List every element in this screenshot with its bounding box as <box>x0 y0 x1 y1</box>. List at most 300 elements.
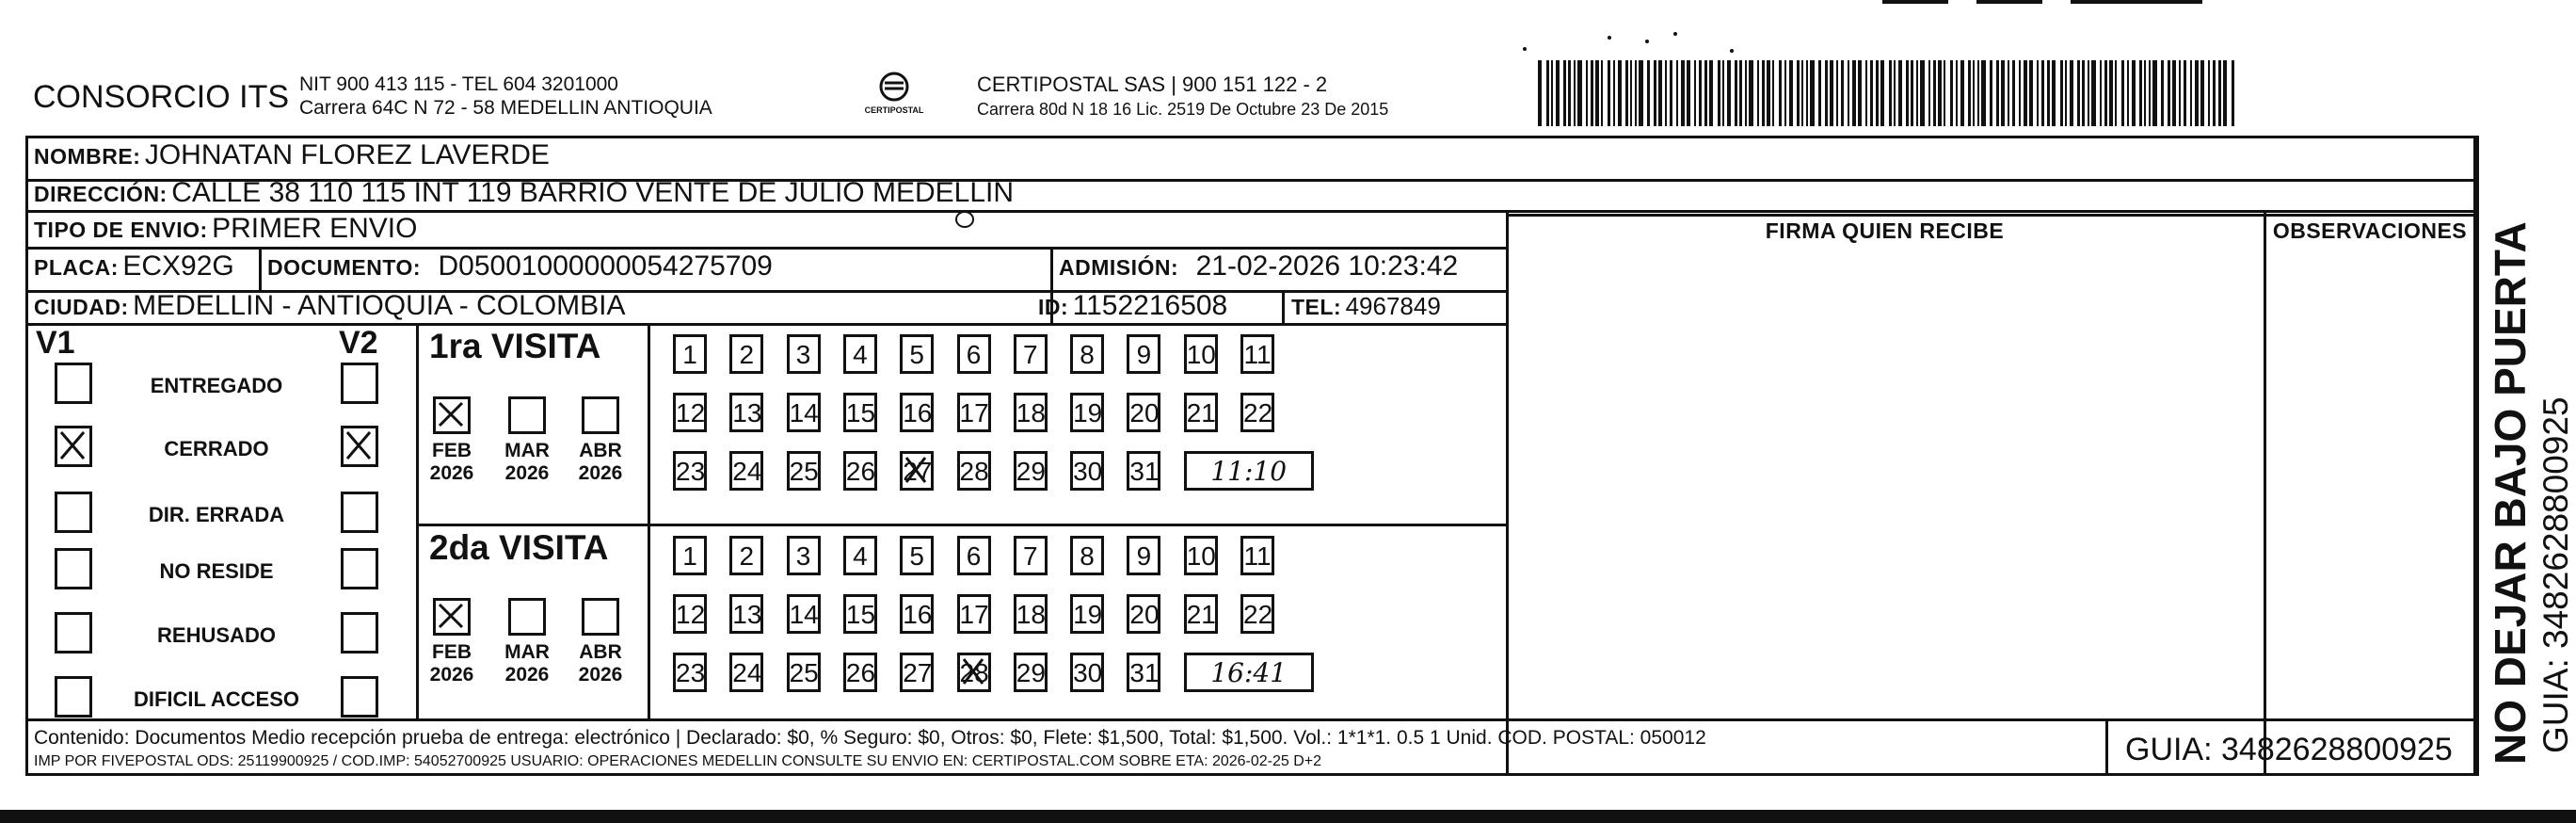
certipostal-line2: Carrera 80d N 18 16 Lic. 2519 De Octubre 23 De 2015 <box>977 100 1389 119</box>
day-box[interactable] <box>1014 536 1048 575</box>
barcode-bar <box>2218 60 2221 126</box>
month-year: 2026 <box>504 664 550 686</box>
top-edge-mark <box>1976 0 2042 4</box>
day-number: 7 <box>1023 340 1038 369</box>
day-number: 22 <box>1243 398 1273 428</box>
barcode-bar <box>1608 60 1610 126</box>
top-edge-mark <box>1882 0 1948 4</box>
month-name: FEB <box>432 641 472 663</box>
day-number: 9 <box>1136 340 1152 369</box>
barcode-bar <box>2012 60 2015 126</box>
barcode-bar <box>1841 60 1844 126</box>
day-box[interactable] <box>787 653 821 692</box>
v2-checkbox[interactable] <box>341 548 378 589</box>
day-box[interactable] <box>1014 334 1048 374</box>
day-number: 25 <box>789 658 819 687</box>
day-box[interactable] <box>900 594 934 634</box>
month-name: FEB <box>432 440 472 461</box>
month-checkbox[interactable] <box>582 396 619 434</box>
day-number: 14 <box>789 398 819 428</box>
bottom-bar <box>0 810 2576 823</box>
documento-value: D05001000000054275709 <box>438 250 773 282</box>
day-number: 15 <box>845 600 876 629</box>
day-number: 25 <box>789 457 819 486</box>
barcode-bar <box>1551 60 1553 126</box>
barcode-bar <box>1977 60 1979 126</box>
v1-checkbox[interactable] <box>55 612 92 654</box>
small-circle-mark <box>955 211 974 228</box>
observaciones-label: OBSERVACIONES <box>2272 218 2468 243</box>
barcode-bar <box>1739 60 1742 126</box>
day-box[interactable] <box>1127 393 1160 432</box>
visit-title: 2da VISITA <box>429 528 609 567</box>
day-number: 3 <box>795 340 811 369</box>
barcode-bar <box>2065 60 2067 126</box>
barcode-bar <box>1830 60 1833 126</box>
barcode-bar <box>2121 60 2124 126</box>
day-box[interactable] <box>729 594 763 634</box>
day-number: 28 <box>959 457 989 486</box>
day-number: 16 <box>903 600 933 629</box>
barcode-bar <box>1772 60 1774 126</box>
day-box[interactable] <box>957 653 991 692</box>
tel-row <box>1291 292 1441 321</box>
barcode-bar <box>2208 60 2210 126</box>
barcode-bar <box>2091 60 2096 126</box>
day-number: 12 <box>676 398 706 428</box>
barcode-bar <box>2168 60 2170 126</box>
day-box[interactable] <box>1070 536 1104 575</box>
barcode-bar <box>1973 60 1975 126</box>
day-box[interactable] <box>900 653 934 692</box>
day-number: 31 <box>1129 658 1160 687</box>
v2-checkbox[interactable] <box>341 612 378 654</box>
day-box[interactable] <box>1184 536 1218 575</box>
ciudad-label: CIUDAD: <box>34 295 129 319</box>
barcode-bar <box>1825 60 1828 126</box>
barcode-bar <box>2144 60 2146 126</box>
v2-checkbox[interactable] <box>341 363 378 404</box>
placa-row <box>34 250 234 282</box>
day-box[interactable] <box>1127 536 1160 575</box>
barcode-bar <box>1894 60 1896 126</box>
barcode-bar <box>1722 60 1724 126</box>
barcode-specks <box>1506 30 1788 58</box>
barcode-bar <box>1933 60 1936 126</box>
barcode-bar <box>2195 60 2199 126</box>
day-number: 2 <box>739 541 755 571</box>
day-number: 4 <box>853 340 868 369</box>
day-box[interactable] <box>729 334 763 374</box>
day-number: 20 <box>1129 600 1160 629</box>
day-number: 26 <box>845 457 876 486</box>
day-box[interactable] <box>1184 594 1218 634</box>
barcode-bar <box>2008 60 2009 126</box>
day-number: 17 <box>959 600 989 629</box>
day-box[interactable] <box>729 536 763 575</box>
barcode-bar <box>1865 60 1867 126</box>
barcode-bar <box>1938 60 1942 126</box>
day-box[interactable] <box>1240 536 1274 575</box>
barcode-bar <box>2019 60 2021 126</box>
day-box[interactable] <box>1070 393 1104 432</box>
company-address: Carrera 64C N 72 - 58 MEDELLIN ANTIOQUIA <box>299 97 712 119</box>
footer-line2: IMP POR FIVEPOSTAL ODS: 25119900925 / COD.IMP: 54052700925 USUARIO: OPERACIONES MEDELLIN CONSULTE SU ENVIO EN: CERTIPOSTAL.COM SOBRE ETA: 2026-02-25 D+2 <box>34 753 1322 769</box>
barcode-bar <box>1699 60 1702 126</box>
barcode-bar <box>2029 60 2033 126</box>
day-number: 1 <box>682 340 697 369</box>
x-mark-icon <box>436 601 468 633</box>
tipo-row <box>34 213 417 245</box>
barcode-bar <box>2149 60 2151 126</box>
day-number: 23 <box>676 457 706 486</box>
x-mark-icon <box>960 655 988 689</box>
barcode-bar <box>1920 60 1925 126</box>
barcode-bar <box>1960 60 1964 126</box>
barcode-bar <box>1944 60 1945 126</box>
month-checkbox[interactable] <box>433 396 471 434</box>
certipostal-logo <box>856 68 932 124</box>
month-checkbox[interactable] <box>508 598 546 636</box>
month-label <box>420 440 484 485</box>
day-box[interactable] <box>843 393 877 432</box>
day-box[interactable] <box>843 334 877 374</box>
day-box[interactable] <box>957 451 991 491</box>
day-box[interactable] <box>673 393 707 432</box>
day-box[interactable] <box>843 536 877 575</box>
day-number: 21 <box>1186 600 1216 629</box>
nombre-label: NOMBRE: <box>34 144 141 169</box>
admision-label: ADMISIÓN: <box>1059 255 1179 280</box>
day-box[interactable] <box>900 451 934 491</box>
day-box[interactable] <box>1184 334 1218 374</box>
barcode-bar <box>2223 60 2227 126</box>
day-box[interactable] <box>957 594 991 634</box>
barcode-bar <box>1577 60 1582 126</box>
direccion-row <box>34 177 1014 209</box>
month-label <box>495 641 559 686</box>
company-nit: NIT 900 413 115 - TEL 604 3201000 <box>299 73 618 95</box>
logo-text: CERTIPOSTAL <box>864 105 924 115</box>
day-box[interactable] <box>843 594 877 634</box>
barcode-bar <box>2115 60 2117 126</box>
barcode-bar <box>1749 60 1753 126</box>
day-number: 28 <box>959 658 989 687</box>
status-label: REHUSADO <box>157 623 276 647</box>
barcode-bar <box>1595 60 1599 126</box>
direccion-value: CALLE 38 110 115 INT 119 BARRIO VENTE DE JULIO MEDELLIN <box>171 177 1015 208</box>
tipo-value: PRIMER ENVIO <box>212 213 418 244</box>
barcode-bar <box>1618 60 1622 126</box>
day-box[interactable] <box>787 451 821 491</box>
v1-checkbox[interactable] <box>55 492 92 533</box>
barcode-bar <box>1916 60 1918 126</box>
day-box[interactable] <box>1070 594 1104 634</box>
barcode-bar <box>1647 60 1650 126</box>
day-number: 16 <box>903 398 933 428</box>
month-year: 2026 <box>578 462 623 484</box>
day-box[interactable] <box>1014 451 1048 491</box>
barcode-bar <box>1852 60 1856 126</box>
day-box[interactable] <box>729 451 763 491</box>
handwritten-time: 11:10 <box>1210 456 1288 487</box>
barcode-bar <box>1687 60 1690 126</box>
barcode-bar <box>1848 60 1849 126</box>
barcode-bar <box>1676 60 1678 126</box>
admision-row <box>1059 250 1458 282</box>
barcode-bar <box>1810 60 1815 126</box>
day-number: 21 <box>1186 398 1216 428</box>
day-box[interactable] <box>1240 594 1274 634</box>
day-box[interactable] <box>843 451 877 491</box>
v1-checkbox[interactable] <box>55 676 92 718</box>
day-box[interactable] <box>1070 451 1104 491</box>
month-name: MAR <box>504 440 550 461</box>
time-box[interactable] <box>1184 653 1314 692</box>
status-label: DIFICIL ACCESO <box>133 687 299 711</box>
barcode-bar <box>1654 60 1656 126</box>
barcode-bar <box>1911 60 1913 126</box>
day-number: 19 <box>1073 398 1103 428</box>
barcode-bar <box>2172 60 2176 126</box>
day-number: 2 <box>739 340 755 369</box>
day-number: 4 <box>853 541 868 571</box>
barcode-bar <box>1757 60 1759 126</box>
day-box[interactable] <box>957 393 991 432</box>
month-label <box>568 440 632 485</box>
x-mark-icon <box>436 399 468 431</box>
barcode-bar <box>1735 60 1737 126</box>
ciudad-value: MEDELLIN - ANTIOQUIA - COLOMBIA <box>133 290 626 321</box>
barcode-bar <box>1968 60 1971 126</box>
barcode-bar <box>2082 60 2085 126</box>
barcode-bar <box>1625 60 1628 126</box>
month-year: 2026 <box>429 664 474 686</box>
day-box[interactable] <box>1014 594 1048 634</box>
month-name: MAR <box>504 641 550 663</box>
barcode-bar <box>2109 60 2113 126</box>
barcode-bar <box>2184 60 2186 126</box>
day-box[interactable] <box>673 536 707 575</box>
barcode-bar <box>1889 60 1892 126</box>
observaciones-area[interactable] <box>2266 247 2473 718</box>
day-number: 3 <box>795 541 811 571</box>
day-box[interactable] <box>787 536 821 575</box>
day-box[interactable] <box>957 536 991 575</box>
firma-area[interactable] <box>1509 247 2264 718</box>
month-checkbox[interactable] <box>508 396 546 434</box>
v1-checkbox[interactable] <box>55 363 92 404</box>
day-box[interactable] <box>1014 393 1048 432</box>
day-box[interactable] <box>673 334 707 374</box>
day-number: 30 <box>1073 658 1103 687</box>
barcode-bar <box>1670 60 1672 126</box>
barcode-bar <box>2024 60 2027 126</box>
admision-value: 21-02-2026 10:23:42 <box>1195 250 1459 282</box>
placa-label: PLACA: <box>34 255 119 280</box>
barcode-bar <box>1727 60 1731 126</box>
barcode-bar <box>1797 60 1800 126</box>
day-box[interactable] <box>843 653 877 692</box>
barcode-bar <box>1956 60 1958 126</box>
id-row <box>1038 290 1227 322</box>
day-box[interactable] <box>729 393 763 432</box>
day-number: 18 <box>1016 398 1046 428</box>
day-number: 6 <box>966 541 982 571</box>
barcode-bar <box>1990 60 1992 126</box>
barcode-bar <box>2052 60 2056 126</box>
barcode-bar <box>2088 60 2089 126</box>
day-box[interactable] <box>673 653 707 692</box>
day-box[interactable] <box>673 594 707 634</box>
day-number: 8 <box>1080 541 1095 571</box>
day-box[interactable] <box>1240 393 1274 432</box>
barcode-bar <box>1745 60 1747 126</box>
day-number: 27 <box>903 658 933 687</box>
barcode-bar <box>1779 60 1782 126</box>
month-checkbox[interactable] <box>582 598 619 636</box>
v2-heading: V2 <box>339 325 378 361</box>
v1-checkbox[interactable] <box>55 426 92 467</box>
side-warning: NO DEJAR BAJO PUERTA <box>2486 221 2535 765</box>
barcode-bar <box>2139 60 2142 126</box>
barcode-bar <box>2041 60 2044 126</box>
documento-label: DOCUMENTO: <box>267 255 422 280</box>
barcode-bar <box>1870 60 1873 126</box>
barcode-bar <box>1613 60 1615 126</box>
barcode-bar <box>1784 60 1786 126</box>
barcode-bar <box>1818 60 1821 126</box>
barcode-bar <box>2232 60 2234 126</box>
x-mark-icon <box>903 454 931 488</box>
day-number: 5 <box>909 340 924 369</box>
day-box[interactable] <box>673 451 707 491</box>
v2-checkbox[interactable] <box>341 426 378 467</box>
barcode-bar <box>1718 60 1720 126</box>
side-guia: GUIA: 3482628800925 <box>2536 396 2575 753</box>
footer-guia: GUIA: 3482628800925 <box>2125 732 2453 767</box>
day-number: 13 <box>732 398 762 428</box>
day-box[interactable] <box>900 393 934 432</box>
v2-checkbox[interactable] <box>341 676 378 718</box>
day-number: 11 <box>1243 340 1272 369</box>
barcode-bar <box>2060 60 2063 126</box>
barcode-bar <box>1996 60 1999 126</box>
month-checkbox[interactable] <box>433 598 471 636</box>
day-box[interactable] <box>1070 334 1104 374</box>
nombre-row <box>34 139 550 171</box>
month-name: ABR <box>579 440 622 461</box>
day-box[interactable] <box>787 334 821 374</box>
barcode-bar <box>1568 60 1571 126</box>
nombre-value: JOHNATAN FLOREZ LAVERDE <box>144 139 550 170</box>
month-label <box>495 440 559 485</box>
visit-title: 1ra VISITA <box>429 327 601 365</box>
barcode-bar <box>1556 60 1560 126</box>
day-number: 29 <box>1016 457 1046 486</box>
barcode-bar <box>1563 60 1566 126</box>
day-box[interactable] <box>1127 334 1160 374</box>
day-number: 10 <box>1186 541 1216 571</box>
barcode-bar <box>1681 60 1685 126</box>
barcode-bar <box>1665 60 1667 126</box>
firma-label: FIRMA QUIEN RECIBE <box>1765 218 2005 243</box>
v2-checkbox[interactable] <box>341 492 378 533</box>
barcode-bar <box>1898 60 1902 126</box>
month-year: 2026 <box>504 462 550 484</box>
day-box[interactable] <box>1127 594 1160 634</box>
day-number: 7 <box>1023 541 1038 571</box>
barcode-bar <box>1639 60 1643 126</box>
direccion-label: DIRECCIÓN: <box>34 182 168 206</box>
day-number: 17 <box>959 398 989 428</box>
footer-line1: Contenido: Documentos Medio recepción prueba de entrega: electrónico | Declarado: $0, % Seguro: $0, Otros: $0, Flete: $1,500, Total: $1,500. Vol.: 1*1*1. 0.5 1 Unid. COD. POSTAL: 050012 <box>34 727 1706 749</box>
day-number: 10 <box>1186 340 1216 369</box>
day-number: 30 <box>1073 457 1103 486</box>
day-number: 29 <box>1016 658 1046 687</box>
certipostal-line1: CERTIPOSTAL SAS | 900 151 122 - 2 <box>977 73 1328 96</box>
time-box[interactable] <box>1184 451 1314 491</box>
status-label: ENTREGADO <box>150 374 283 397</box>
barcode-bar <box>2190 60 2192 126</box>
day-box[interactable] <box>729 653 763 692</box>
v1-checkbox[interactable] <box>55 548 92 589</box>
id-label: ID: <box>1038 295 1069 319</box>
barcode-bar <box>1789 60 1793 126</box>
day-box[interactable] <box>900 334 934 374</box>
barcode-bar <box>1762 60 1765 126</box>
day-number: 12 <box>676 600 706 629</box>
barcode-bar <box>1635 60 1637 126</box>
barcode-bar <box>1906 60 1909 126</box>
id-value: 1152216508 <box>1072 290 1228 321</box>
barcode-bar <box>1801 60 1803 126</box>
day-number: 19 <box>1073 600 1103 629</box>
day-number: 11 <box>1243 541 1272 571</box>
barcode-bar <box>2070 60 2073 126</box>
barcode-bar <box>2132 60 2136 126</box>
status-label: CERRADO <box>164 437 269 460</box>
day-box[interactable] <box>1184 393 1218 432</box>
day-box[interactable] <box>1014 653 1048 692</box>
barcode-bar <box>2152 60 2157 126</box>
day-box[interactable] <box>957 334 991 374</box>
barcode-bar <box>1574 60 1576 126</box>
month-year: 2026 <box>578 664 623 686</box>
day-box[interactable] <box>1127 451 1160 491</box>
day-number: 13 <box>732 600 762 629</box>
day-box[interactable] <box>900 536 934 575</box>
status-label: DIR. ERRADA <box>148 503 285 526</box>
day-number: 8 <box>1080 340 1095 369</box>
day-number: 9 <box>1136 541 1152 571</box>
day-box[interactable] <box>1240 334 1274 374</box>
day-number: 1 <box>682 541 697 571</box>
barcode-bar <box>2179 60 2181 126</box>
day-box[interactable] <box>1127 653 1160 692</box>
month-year: 2026 <box>429 462 474 484</box>
handwritten-time: 16:41 <box>1210 657 1288 688</box>
day-box[interactable] <box>787 594 821 634</box>
placa-value: ECX92G <box>122 250 234 282</box>
day-box[interactable] <box>1070 653 1104 692</box>
day-box[interactable] <box>787 393 821 432</box>
day-number: 26 <box>845 658 876 687</box>
barcode-bar <box>2127 60 2129 126</box>
x-mark-icon <box>344 428 376 464</box>
barcode-bar <box>2037 60 2039 126</box>
barcode-bar <box>1709 60 1713 126</box>
